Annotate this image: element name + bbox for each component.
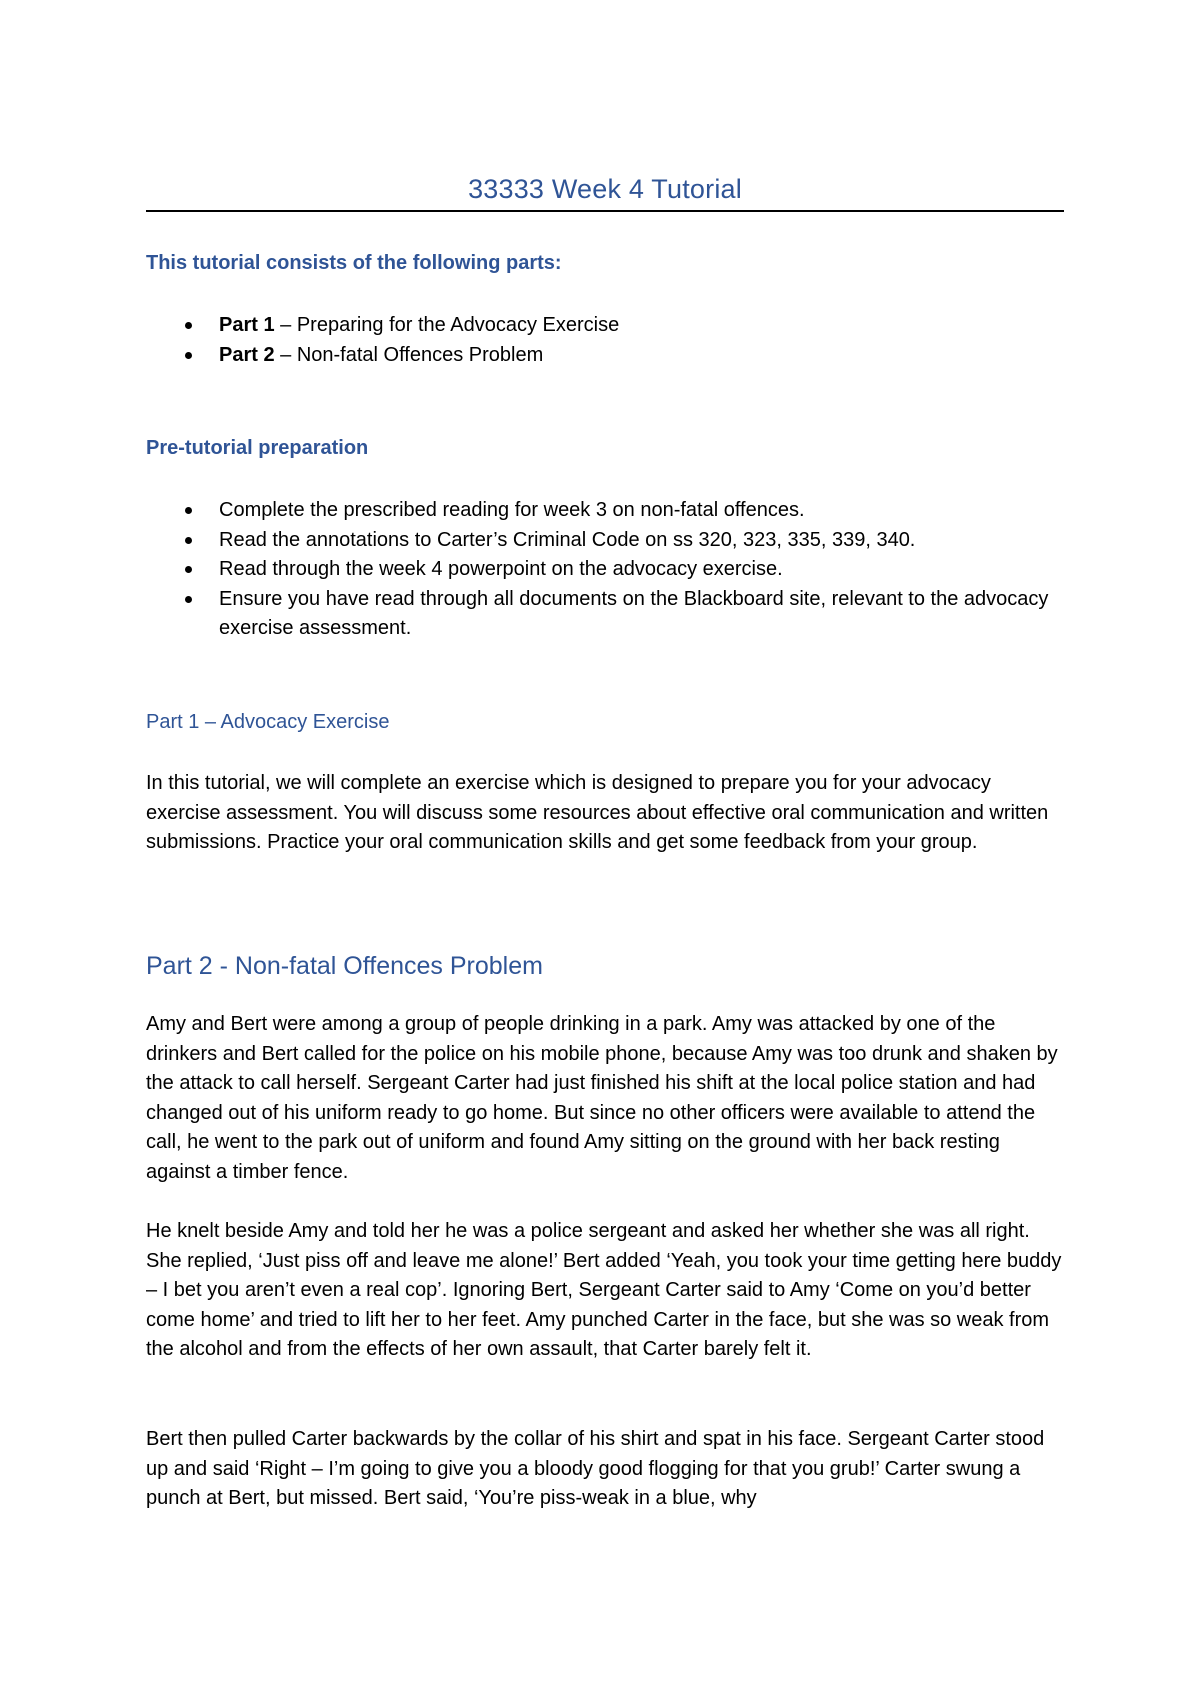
page-title: 33333 Week 4 Tutorial	[468, 174, 742, 204]
part-text: – Non-fatal Offences Problem	[274, 343, 544, 366]
parts-list	[146, 311, 1064, 370]
intro-heading: This tutorial consists of the following parts:	[146, 252, 562, 274]
part-label: Part 1	[219, 314, 275, 336]
bullet-icon	[185, 566, 192, 573]
list-item	[146, 585, 1064, 644]
part1-paragraph: In this tutorial, we will complete an exercise which is designed to prepare you for your advocacy exercise assessment. You will discuss some resources about effective oral communication and written submissions. Practice your oral communication skills and get some feedback from your group.	[146, 772, 1049, 854]
list-item-text: Read the annotations to Carter’s Criminal Code on ss 320, 323, 335, 339, 340.	[219, 528, 916, 551]
list-item	[146, 311, 1064, 341]
title-underline	[146, 210, 1064, 212]
part-text: – Preparing for the Advocacy Exercise	[274, 314, 620, 336]
bullet-icon	[185, 352, 192, 359]
list-item-text: Read through the week 4 powerpoint on the advocacy exercise.	[219, 558, 783, 580]
part2-heading: Part 2 - Non-fatal Offences Problem	[146, 952, 543, 980]
part2-paragraph-2: He knelt beside Amy and told her he was a police sergeant and asked her whether she was all right. She replied, ‘Just piss off and leave me alone!’ Bert added ‘Yeah, you took your time getting here buddy – I bet you aren’t even a real cop’. Ignoring Bert, Sergeant Carter said to Amy ‘Come on you’d better come home’ and tried to lift her to her feet. Amy punched Carter in the face, but she was so weak from the alcohol and from the effects of her own assault, that Carter barely felt it.	[146, 1220, 1062, 1361]
list-item	[146, 526, 1064, 556]
list-item-text: Ensure you have read through all documents on the Blackboard site, relevant to the advocacy exercise assessment.	[219, 587, 1049, 639]
part-label: Part 2	[219, 343, 275, 366]
part2-paragraph-3: Bert then pulled Carter backwards by the collar of his shirt and spat in his face. Sergeant Carter stood up and said ‘Right – I’m going to give you a bloody good flogging for that you grub!’ Carter swung a punch at Bert, but missed. Bert said, ‘You’re piss-weak in a blue, why	[146, 1428, 1045, 1510]
bullet-icon	[185, 596, 192, 603]
bullet-icon	[185, 322, 192, 329]
list-item	[146, 496, 1064, 526]
part1-heading: Part 1 – Advocacy Exercise	[146, 711, 390, 733]
pre-tutorial-list	[146, 496, 1064, 644]
list-item	[146, 341, 1064, 371]
list-item-text: Complete the prescribed reading for week 3 on non-fatal offences.	[219, 499, 805, 521]
bullet-icon	[185, 507, 192, 514]
list-item	[146, 555, 1064, 585]
bullet-icon	[185, 537, 192, 544]
part2-paragraph-1: Amy and Bert were among a group of people drinking in a park. Amy was attacked by one of the drinkers and Bert called for the police on his mobile phone, because Amy was too drunk and shaken by the attack to call herself. Sergeant Carter had just finished his shift at the local police station and had changed out of his uniform ready to go home. But since no other officers were available to attend the call, he went to the park out of uniform and found Amy sitting on the ground with her back resting against a timber fence.	[146, 1013, 1058, 1183]
pre-tutorial-heading: Pre-tutorial preparation	[146, 437, 369, 459]
